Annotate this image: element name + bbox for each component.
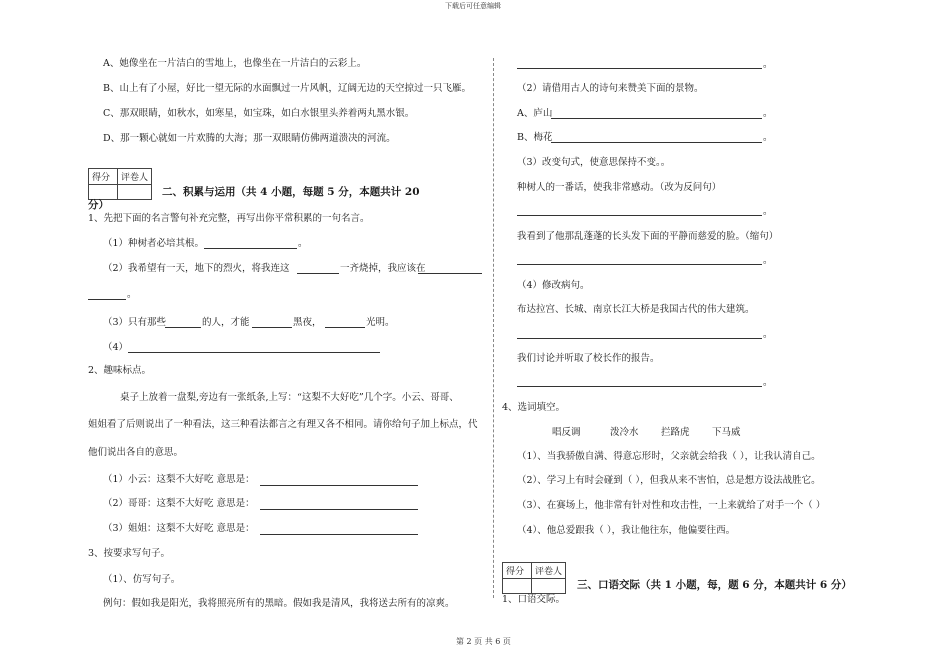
q3-3-sentence-1: 种树人的一番话，使我非常感动。（改为反问句） <box>517 182 722 193</box>
q1-2-blank-3[interactable] <box>88 299 126 300</box>
q3-2-a-blank[interactable] <box>551 118 762 119</box>
score-cell[interactable] <box>503 579 532 594</box>
q3-3-dot-1: 。 <box>763 206 773 217</box>
q1-item-1: （1）种树者必培其根。 <box>103 238 205 249</box>
q4-item-4: （4）、他总爱跟我（ ），我让他往东，他偏要往西。 <box>517 525 736 536</box>
q3-2-a-dot: 。 <box>763 108 773 119</box>
q1-item-3d: 光明。 <box>366 317 395 328</box>
q1-item-3c: 黑夜， <box>293 317 322 328</box>
q4-word-2: 泼冷水 <box>610 427 639 438</box>
q1-item-2a: （2）我希望有一天，地下的烈火，将我连这 <box>103 263 290 274</box>
q1-1-blank[interactable] <box>204 248 297 249</box>
q2-item-2: （2）哥哥：这梨不大好吃 意思是： <box>103 498 255 509</box>
option-d: D、那一颗心就如一片欢腾的大海；那一双眼睛仿佛两道溃决的河流。 <box>103 133 396 144</box>
q3-2-b: B、梅花 <box>517 132 553 143</box>
question-3: 3、按要求写句子。 <box>88 548 171 559</box>
q2-3-blank[interactable] <box>260 534 418 535</box>
page-footer: 第 2 页 共 6 页 <box>456 637 511 646</box>
r-dot-top: 。 <box>763 59 773 70</box>
q2-para-2: 姐姐看了后则说出了一种看法，这三种看法都言之有理又各不相同。请你给句子加上标点，代 <box>88 419 478 430</box>
section2-title-cont: 分） <box>88 199 109 211</box>
score-table-section2 <box>88 168 152 200</box>
score-cell[interactable] <box>89 185 118 200</box>
q1-item-2b: 一齐烧掉，我应该在 <box>340 263 426 274</box>
option-c: C、那双眼睛，如秋水，如寒星，如宝珠，如白水银里头养着两丸黑水银。 <box>103 108 415 119</box>
q2-1-blank[interactable] <box>260 485 418 486</box>
q3-4-blank-1[interactable] <box>517 338 762 339</box>
q3-3-blank-1[interactable] <box>517 215 762 216</box>
q2-para-3: 他们说出各自的意思。 <box>88 447 184 458</box>
q3-item-1: （1）、仿写句子。 <box>103 574 181 585</box>
question-2: 2、趣味标点。 <box>88 365 152 376</box>
q1-item-2c: 。 <box>127 289 137 300</box>
q3-2-b-blank[interactable] <box>551 142 762 143</box>
q3-3-dot-2: 。 <box>763 255 773 266</box>
q3-4-dot-1: 。 <box>763 329 773 340</box>
q3-4-sentence-2: 我们讨论并听取了校长作的报告。 <box>517 353 660 364</box>
q4-word-1: 唱反调 <box>552 427 581 438</box>
q3-4-sentence-1: 布达拉宫、长城、南京长江大桥是我国古代的伟大建筑。 <box>517 304 755 315</box>
q4-word-3: 拦路虎 <box>661 427 690 438</box>
q1-3-blank-2[interactable] <box>252 327 292 328</box>
q2-item-3: （3）姐姐：这梨不大好吃 意思是： <box>103 523 255 534</box>
q1-3-blank-1[interactable] <box>165 327 201 328</box>
r-blank-top[interactable] <box>517 68 762 69</box>
q4-word-4: 下马威 <box>712 427 741 438</box>
q1-item-3a: （3）只有那些 <box>103 317 167 328</box>
q2-2-blank[interactable] <box>260 509 418 510</box>
section2-title: 二、积累与运用（共 4 小题，每题 5 分，本题共计 20 <box>162 186 420 198</box>
q1-4-blank[interactable] <box>128 352 380 353</box>
question-1: 1、先把下面的名言警句补充完整，再写出你平常积累的一句名言。 <box>88 213 370 224</box>
grader-cell[interactable] <box>118 185 152 200</box>
q3-4-dot-2: 。 <box>763 377 773 388</box>
q3-3-blank-2[interactable] <box>517 264 762 265</box>
score-label: 得分 <box>89 169 118 185</box>
q3-example: 例句：假如我是阳光，我将照亮所有的黑暗。假如我是清风，我将送去所有的凉爽。 <box>103 598 455 609</box>
q1-1-end: 。 <box>298 238 308 249</box>
q4-item-1: （1）、当我骄傲自满、得意忘形时，父亲就会给我（ ），让我认清自己。 <box>517 451 821 462</box>
q4-item-2: （2）、学习上有时会碰到（ ），但我从来不害怕，总是想方设法战胜它。 <box>517 475 821 486</box>
q1-3-blank-3[interactable] <box>325 327 365 328</box>
q3-4-blank-2[interactable] <box>517 386 762 387</box>
q3-item-3: （3）改变句式，使意思保持不变。。 <box>517 157 671 168</box>
option-a: A、她像坐在一片洁白的雪地上，也像坐在一片洁白的云彩上。 <box>103 58 367 69</box>
q1-item-4: （4） <box>103 342 129 353</box>
column-divider <box>493 58 494 598</box>
q3-item-4: （4）修改病句。 <box>517 280 590 291</box>
grader-cell[interactable] <box>532 579 566 594</box>
q1-2-blank-1[interactable] <box>297 273 339 274</box>
option-b: B、山上有了小屋，好比一望无际的水面飘过一片风帆，辽阔无边的天空掠过一只飞雁。 <box>103 83 471 94</box>
q1-item-3b: 的人，才能 <box>202 317 250 328</box>
question-5: 1、口语交际。 <box>502 594 566 605</box>
q3-3-sentence-2: 我看到了他那乱蓬蓬的长头发下面的平静而慈爱的脸。（缩句） <box>517 231 779 242</box>
q4-item-3: （3）、在赛场上，他非常有针对性和攻击性，一上来就给了对手一个（ ） <box>517 500 826 511</box>
question-4: 4、选词填空。 <box>502 402 566 413</box>
grader-label: 评卷人 <box>532 563 566 579</box>
q3-item-2: （2）请借用古人的诗句来赞美下面的景物。 <box>517 83 704 94</box>
q3-2-a: A、庐山 <box>517 108 553 119</box>
q1-2-blank-2[interactable] <box>418 273 482 274</box>
q3-2-b-dot: 。 <box>763 132 773 143</box>
score-table-section3 <box>502 562 566 594</box>
section3-title: 三、口语交际（共 1 小题，每，题 6 分，本题共计 6 分） <box>577 579 852 591</box>
q2-item-1: （1）小云：这梨不大好吃 意思是： <box>103 474 255 485</box>
score-label: 得分 <box>503 563 532 579</box>
grader-label: 评卷人 <box>118 169 152 185</box>
header-note: 下载后可任意编辑 <box>445 2 501 10</box>
q2-para-1: 桌子上放着一盘梨,旁边有一张纸条,上写：“这梨不大好吃”几个字。小云、哥哥、 <box>120 392 459 403</box>
